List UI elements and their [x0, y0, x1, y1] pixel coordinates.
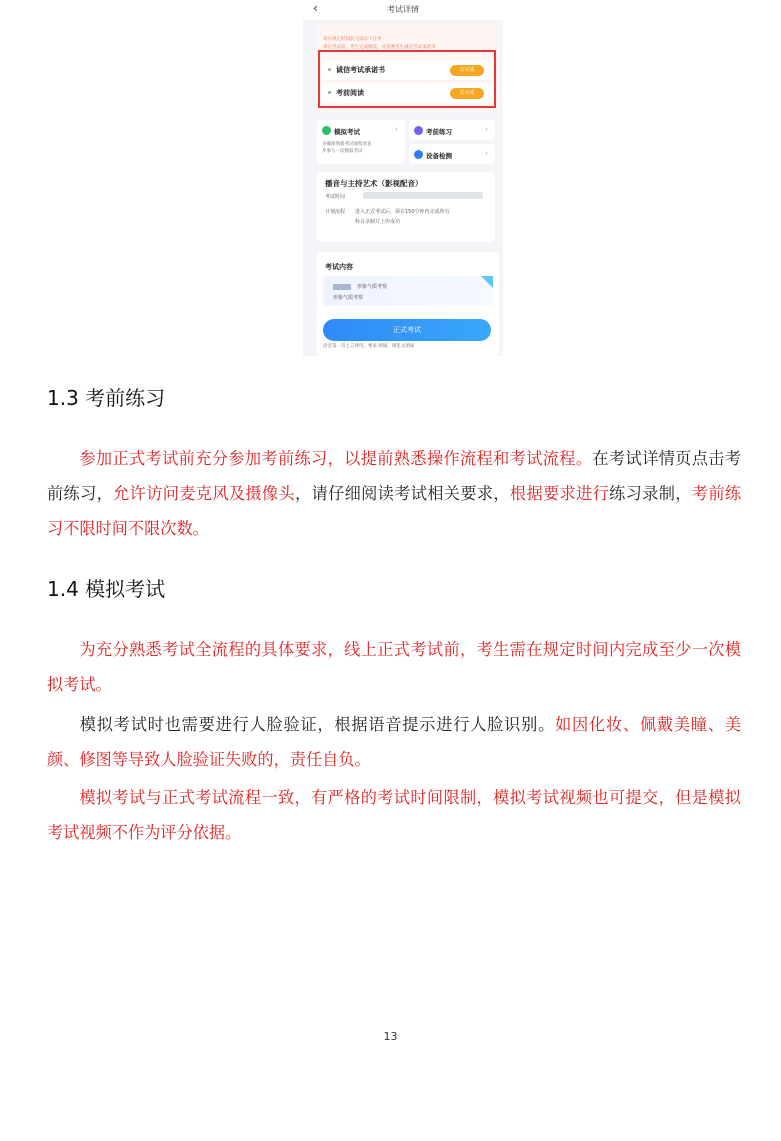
task-label: 考前阅读 [336, 89, 364, 97]
task-label: 诚信考试承诺书 [336, 66, 385, 74]
mock-exam-label: 模拟考试 [334, 128, 360, 136]
device-check-icon [414, 150, 423, 159]
device-check-card[interactable] [409, 144, 495, 164]
section-heading-mock-exam: 1.4 模拟考试 [47, 577, 166, 601]
chevron-right-icon: › [485, 149, 488, 157]
back-icon[interactable]: ‹ [313, 1, 318, 15]
body-text: 练习录制， [609, 484, 692, 503]
highlight-box [318, 50, 496, 108]
body-text: ，请仔细阅读考试相关要求， [295, 484, 510, 503]
emphasis-text: 允许访问麦克风及摄像头 [113, 484, 295, 503]
notice-line: 请在规定时间前完成以下任务 [323, 37, 382, 42]
body-text: 在考试详情页点击考前练习， [47, 449, 742, 503]
mock-exam-desc: 步参与一次模拟考试 [322, 149, 363, 154]
paragraph [47, 632, 741, 702]
body-text: 模拟考试时也需要进行人脸验证，根据语音提示进行人脸识别。 [79, 715, 556, 734]
notice-line: 请在考试前，考生完成阅读，并签署考生诚信考试承诺书 [323, 45, 436, 50]
mock-exam-card[interactable] [317, 120, 405, 164]
page-number: 13 [383, 1030, 398, 1043]
corner-badge-icon [481, 276, 493, 288]
emphasis-text: 如因化妆、佩戴美瞳、美颜、修图等导致人脸验证失败的，责任自负。 [47, 715, 742, 769]
exam-time-label: 考试时间 [325, 194, 346, 200]
formal-exam-button[interactable]: 正式考试 [323, 319, 491, 341]
practice-card[interactable] [409, 120, 495, 140]
app-header [303, 0, 503, 20]
exam-name: 播音与主持艺术（影视配音） [325, 179, 423, 188]
app-title: 考试详情 [387, 5, 419, 14]
mock-exam-desc: 为确保熟悉考试流程请直 [322, 142, 372, 147]
content-item-text: 形象气质考察 [333, 295, 364, 301]
plan-note: 进入正式考试后，须在150分钟内完成所有 [355, 209, 450, 215]
plan-note: 科目录制并上传成功 [355, 219, 401, 225]
exam-time-value [363, 192, 483, 199]
exam-footer-text: 语音第一首七言律诗、要求 朗诵、规范文朗诵 [323, 344, 415, 349]
paragraph [47, 707, 741, 777]
chevron-right-icon: › [485, 125, 488, 133]
complete-pledge-button[interactable]: 去完成 [450, 65, 484, 76]
mock-exam-icon [322, 126, 331, 135]
emphasis-text: 参加正式考试前充分参加考前练习，以提前熟悉操作流程和考试流程。 [79, 449, 593, 468]
exam-detail-screenshot [303, 0, 503, 356]
plan-label: 计划流程 [325, 209, 346, 215]
chevron-right-icon: › [395, 125, 398, 133]
emphasis-text: 考前练习不限时间不限次数。 [47, 484, 742, 538]
device-check-label: 设备检测 [426, 152, 452, 160]
paragraph [47, 441, 741, 546]
complete-reading-button[interactable]: 去完成 [450, 88, 484, 99]
paragraph [47, 780, 741, 850]
content-item-text: 形象气质考察 [357, 284, 388, 290]
content-title: 考试内容 [325, 263, 353, 271]
emphasis-text: 根据要求进行 [509, 484, 610, 503]
content-item [323, 276, 493, 306]
section-heading-practice: 1.3 考前练习 [47, 386, 166, 410]
subject-tag [333, 284, 351, 290]
practice-icon [414, 126, 423, 135]
exam-info-card [317, 172, 495, 242]
practice-label: 考前练习 [426, 128, 452, 136]
emphasis-text: 模拟考试与正式考试流程一致，有严格的考试时间限制，模拟考试视频也可提交，但是模拟考试视频不作为评分依据。 [47, 788, 741, 842]
emphasis-text: 为充分熟悉考试全流程的具体要求，线上正式考试前，考生需在规定时间内完成至少一次模拟考试。 [47, 640, 741, 694]
